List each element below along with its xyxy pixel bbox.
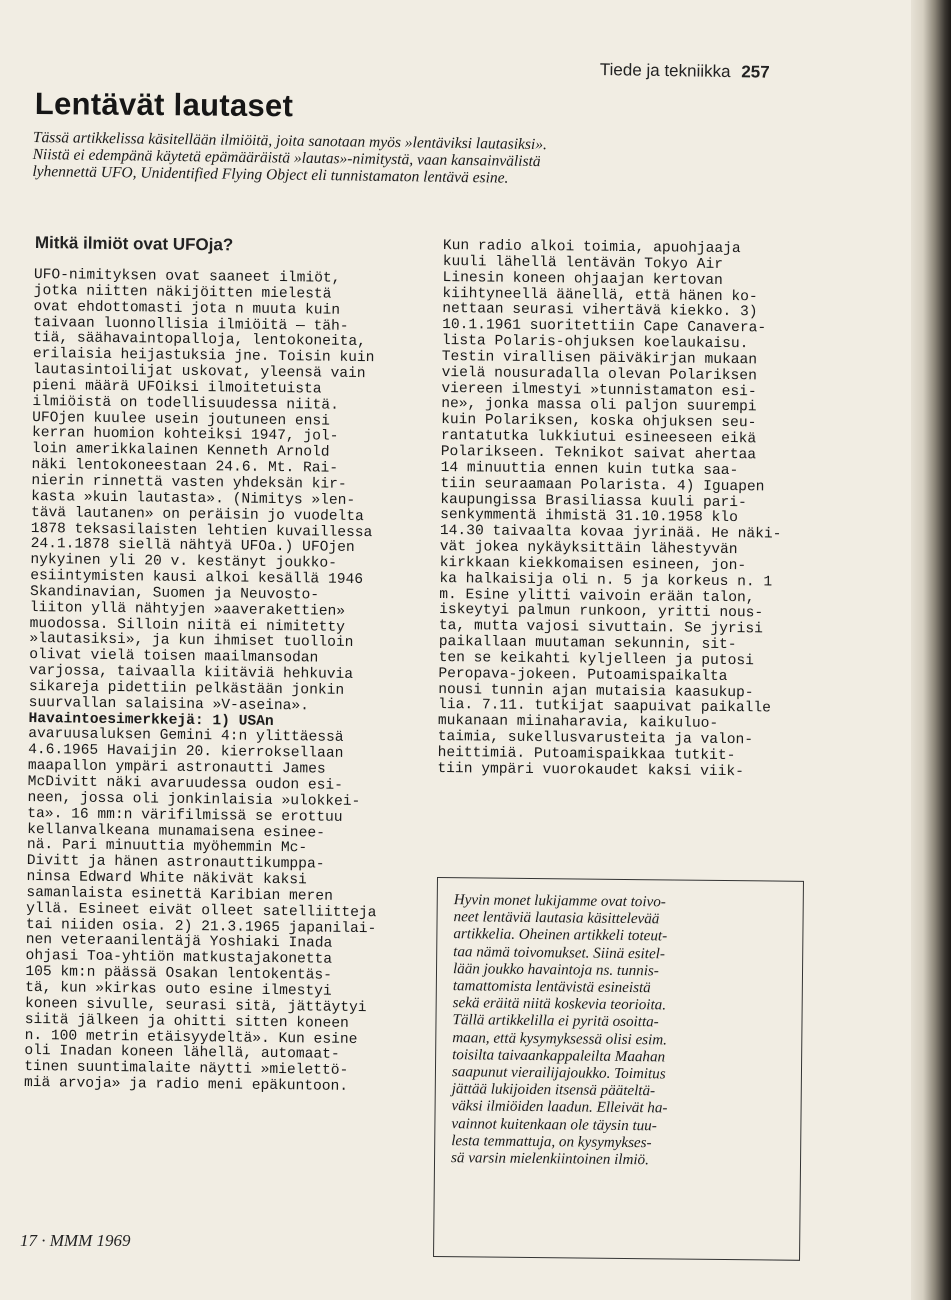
text-line: esiintymisten kausi alkoi kesällä 1946 — [30, 568, 364, 589]
right-column — [437, 239, 823, 782]
editor-note-box — [433, 877, 804, 1261]
text-line: lista Polaris-ohjuksen koelaukaisu. — [441, 333, 749, 353]
text-line: lautasintoilijat uskovat, yleensä vain — [32, 362, 366, 383]
text-line: maapallon ympäri astronautti James — [27, 758, 326, 778]
text-line: Linesin koneen ohjaajan kertovan — [442, 269, 723, 289]
text-line: koneen sivulle, seurasi sitä, jättäytyi — [24, 995, 367, 1016]
text-line: neen, jossa oli jonkinlaisia »ulokkei- — [27, 789, 361, 810]
text-line: m. Esine ylitti vaivoin erään talon, — [439, 586, 755, 606]
note-line: lesta temmattuja, on kysymykses- — [451, 1133, 652, 1152]
text-line: ne», jonka massa oli paljon suurempi — [441, 396, 757, 416]
note-line: sekä eräitä niitä koskevia teorioita. — [452, 995, 667, 1014]
text-line: kuin Polariksen, koska ohjuksen seu- — [441, 412, 757, 432]
text-line: kiihtyneellä äänellä, että hänen ko- — [442, 285, 758, 305]
text-line: olivat vielä toisen maailmansodan — [29, 647, 319, 667]
text-line: Divitt ja hänen astronauttikumppa- — [26, 853, 325, 873]
note-line: lään joukko havaintoja ns. tunnis- — [452, 960, 659, 980]
text-line: paikallaan muutaman sekunnin, sit- — [438, 634, 737, 654]
text-line: taimia, sukellusvarusteita ja valon- — [437, 729, 754, 749]
text-line: siitä jälkeen ja ohitti sitten koneen — [24, 1011, 349, 1032]
text-line: tä, kun »kirkas outo esine ilmestyi — [25, 979, 332, 1000]
intro-line: Tässä artikkelissa käsitellään ilmiöitä, joita sanotaan myös »lentäviksi lautasiksi». — [32, 129, 548, 154]
text-line: senkymmentä ihmistä 31.10.1958 klo — [440, 507, 738, 527]
text-line: liiton yllä nähtyjen »aaverakettien» — [29, 599, 346, 620]
text-line: 24.1.1878 siellä nähtyä UFOa.) UFOjen — [30, 536, 355, 557]
text-line: tinen suuntimalaite näytti »mielettö- — [24, 1059, 349, 1080]
text-line: taivaan luonnollisia ilmiöitä — täh- — [33, 314, 349, 335]
text-line: näki lentokoneestaan 24.6. Mt. Rai- — [31, 457, 339, 477]
text-line: nä. Pari minuuttia myöhemmin Mc- — [26, 837, 308, 857]
text-line: kuuli lähellä lentävän Tokyo Air — [442, 253, 724, 273]
text-line: 4.6.1965 Havaijin 20. kierroksellaan — [28, 742, 344, 763]
text-line: ta». 16 mm:n värifilmissä se erottuu — [27, 805, 343, 826]
text-line: ninsa Edward White näkivät kaksi — [26, 869, 307, 889]
text-line: nousi tunnin ajan mutaisia kaasukup- — [438, 681, 754, 701]
text-line: avaruusaluksen Gemini 4:n ylittäessä — [28, 726, 344, 747]
text-line: McDivitt näki avaruudessa oudon esi- — [27, 773, 344, 794]
page-number: 257 — [741, 62, 770, 82]
text-line: n. 100 metrin etäisyydeltä». Kun esine — [24, 1027, 358, 1048]
note-line: Hyvin monet lukijamme ovat toivo- — [453, 892, 666, 911]
text-line: Skandinavian, Suomen ja Neuvosto- — [29, 583, 320, 604]
text-line: nykyinen yli 20 v. kestänyt joukko- — [30, 552, 338, 572]
text-line: tiä, säähavaintopalloja, lentokoneita, — [33, 330, 367, 351]
text-line: 14 minuuttia ennen kuin tutka saa- — [440, 459, 739, 479]
text-line: »lautasiksi», ja kun ihmiset tuolloin — [29, 631, 354, 652]
text-line: ta, mutta vajosi sivuttain. Se jyrisi — [438, 618, 764, 638]
note-line: Tällä artikkelilla ei pyritä osoitta- — [452, 1012, 659, 1031]
text-line: muodossa. Silloin niitä ei nimitetty — [29, 615, 346, 636]
text-line: 10.1.1961 suoritettiin Cape Canavera- — [442, 317, 767, 337]
text-line: varjossa, taivaalla kiitäviä hehkuvia — [28, 663, 354, 684]
text-line: mukanaan miinaharavia, kaikuluo- — [437, 713, 719, 733]
text-line: samanlaista esinettä Karibian meren — [26, 884, 333, 905]
text-line: kerran huomion kohteiksi 1947, jol- — [31, 425, 339, 446]
text-line: nierin rinnettä vasten yhdeksän kir- — [31, 472, 347, 493]
text-line: iskeytyi palmun runkoon, yritti nous- — [439, 602, 764, 622]
text-line: UFO-nimityksen ovat saaneet ilmiöt, — [33, 267, 341, 287]
intro-line: Niistä ei edempänä käytetä epämääräistä »lautas»-nimitystä, vaan kansainvälistä — [32, 145, 541, 171]
note-line: maan, että kysymyksessä olisi esim. — [452, 1029, 668, 1049]
note-line: jättää lukijoiden itsensä pääteltä- — [451, 1081, 656, 1100]
text-line: tävä lautanen» on peräisin jo vuodelta — [30, 504, 364, 525]
text-line: lia. 7.11. tutkijat saapuivat paikalle — [438, 697, 771, 717]
text-line: jotka niitten näkijöitten mielestä — [33, 282, 332, 303]
text-line: ovat ehdottomasti jota n muuta kuin — [33, 298, 341, 319]
text-line: ten se keikahti kyljelleen ja putosi — [438, 649, 754, 670]
text-line: pieni määrä UFOiksi ilmoitetuista — [32, 377, 322, 398]
text-line: UFOjen kuulee usein joutuneen ensi — [32, 409, 331, 430]
text-line: tiin seuraamaan Polarista. 4) Iguapen — [440, 475, 765, 496]
article-title: Lentävät lautaset — [34, 86, 294, 124]
text-line: sikareja pidettiin pelkästään jonkin — [28, 678, 345, 699]
section-heading: Mitkä ilmiöt ovat UFOja? — [34, 233, 234, 255]
text-line: vielä nousuradalla olevan Polariksen — [441, 364, 757, 385]
text-line: 105 km:n päässä Osakan lentokentäs- — [25, 964, 333, 984]
text-line: viereen ilmestyi »tunnistamaton esi- — [441, 380, 757, 400]
text-line: loin amerikkalainen Kenneth Arnold — [31, 441, 330, 461]
text-line: nen veteraanilentäjä Yoshiaki Inada — [25, 932, 333, 953]
note-line: toisilta taivaankappaleilta Maahan — [452, 1046, 666, 1066]
text-line: 14.30 taivaalta kovaa jyrinää. He näki- — [439, 523, 782, 543]
section-name: Tiede ja tekniikka — [599, 60, 731, 82]
text-line: heittimiä. Putoamispaikkaa tutkit- — [437, 744, 736, 765]
text-line: tai niiden osia. 2) 21.3.1965 japanilai- — [25, 916, 377, 937]
text-line: Testin virallisen päiväkirjan mukaan — [441, 348, 758, 369]
article-intro — [32, 129, 823, 191]
note-line: artikkelia. Oheinen artikkeli toteut- — [453, 926, 668, 945]
text-line: tiin ympäri vuorokaudet kaksi viik- — [437, 760, 745, 781]
intro-line: lyhennettä UFO, Unidentified Flying Object eli tunnistamaton lentävä esine. — [32, 162, 509, 187]
note-line: väksi ilmiöiden laadun. Elleivät ha- — [451, 1098, 668, 1117]
text-line: 1878 teksasilaisten lehtien kuvaillessa — [30, 520, 373, 541]
note-line: tamattomista lentävistä esineistä — [452, 978, 651, 997]
text-line: ohjasi Toa-yhtiön matkustajakonetta — [25, 948, 333, 968]
text-line: nettaan seurasi vihertävä kiekko. 3) — [442, 301, 758, 321]
text-line: erilaisia heijastuksia jne. Toisin kuin — [32, 346, 375, 367]
issue-footer: 17 · MMM 1969 — [20, 1231, 131, 1250]
running-head — [600, 60, 770, 83]
note-line: saapunut vierailijajoukko. Toimitus — [451, 1064, 666, 1083]
text-line: kellanvalkeana munamaisena esinee- — [27, 821, 325, 842]
text-line: miä arvoja» ja radio meni epäkuntoon. — [23, 1074, 349, 1095]
text-line: ilmiöistä on todellisuudessa niitä. — [32, 393, 339, 414]
note-line: sä varsin mielenkiintoinen ilmiö. — [450, 1150, 650, 1169]
left-column — [24, 268, 404, 1096]
text-line: oli Inadan koneen lähellä, automaat- — [24, 1043, 340, 1064]
text-line: rantatutka lukkiutui esineeseen eikä — [440, 428, 757, 448]
text-line: Kun radio alkoi toimia, apuohjaaja — [442, 238, 741, 258]
text-line: kaupungissa Brasiliassa kuuli pari- — [440, 491, 747, 511]
text-line: kasta »kuin lautasta». (Nimitys »len- — [31, 488, 356, 509]
text-line: Peropava-jokeen. Putoamispaikalta — [438, 665, 728, 685]
text-line: Havaintoesimerkkejä: 1) USAn — [28, 710, 274, 730]
text-line: suurvallan salaisina »V-aseina». — [28, 694, 310, 715]
text-line: yllä. Esineet eivät olleet satelliitteja — [26, 900, 377, 921]
text-line: ka halkaisija oli n. 5 ja korkeus n. 1 — [439, 570, 773, 591]
note-line: vainnot kuitenkaan ole täysin tuu- — [451, 1115, 657, 1134]
text-line: vät jokea nykäyksittäin lähestyvän — [439, 539, 738, 559]
text-line: kirkkaan kiekkomaisen esineen, jon- — [439, 554, 747, 575]
note-line: neet lentäviä lautasia käsittelevää — [453, 909, 660, 928]
note-line: taa nämä toivomukset. Siinä esitel- — [453, 943, 665, 962]
page-edge-shadow — [911, 0, 951, 1300]
text-line: Polarikseen. Teknikot saivat ahertaa — [440, 443, 757, 464]
